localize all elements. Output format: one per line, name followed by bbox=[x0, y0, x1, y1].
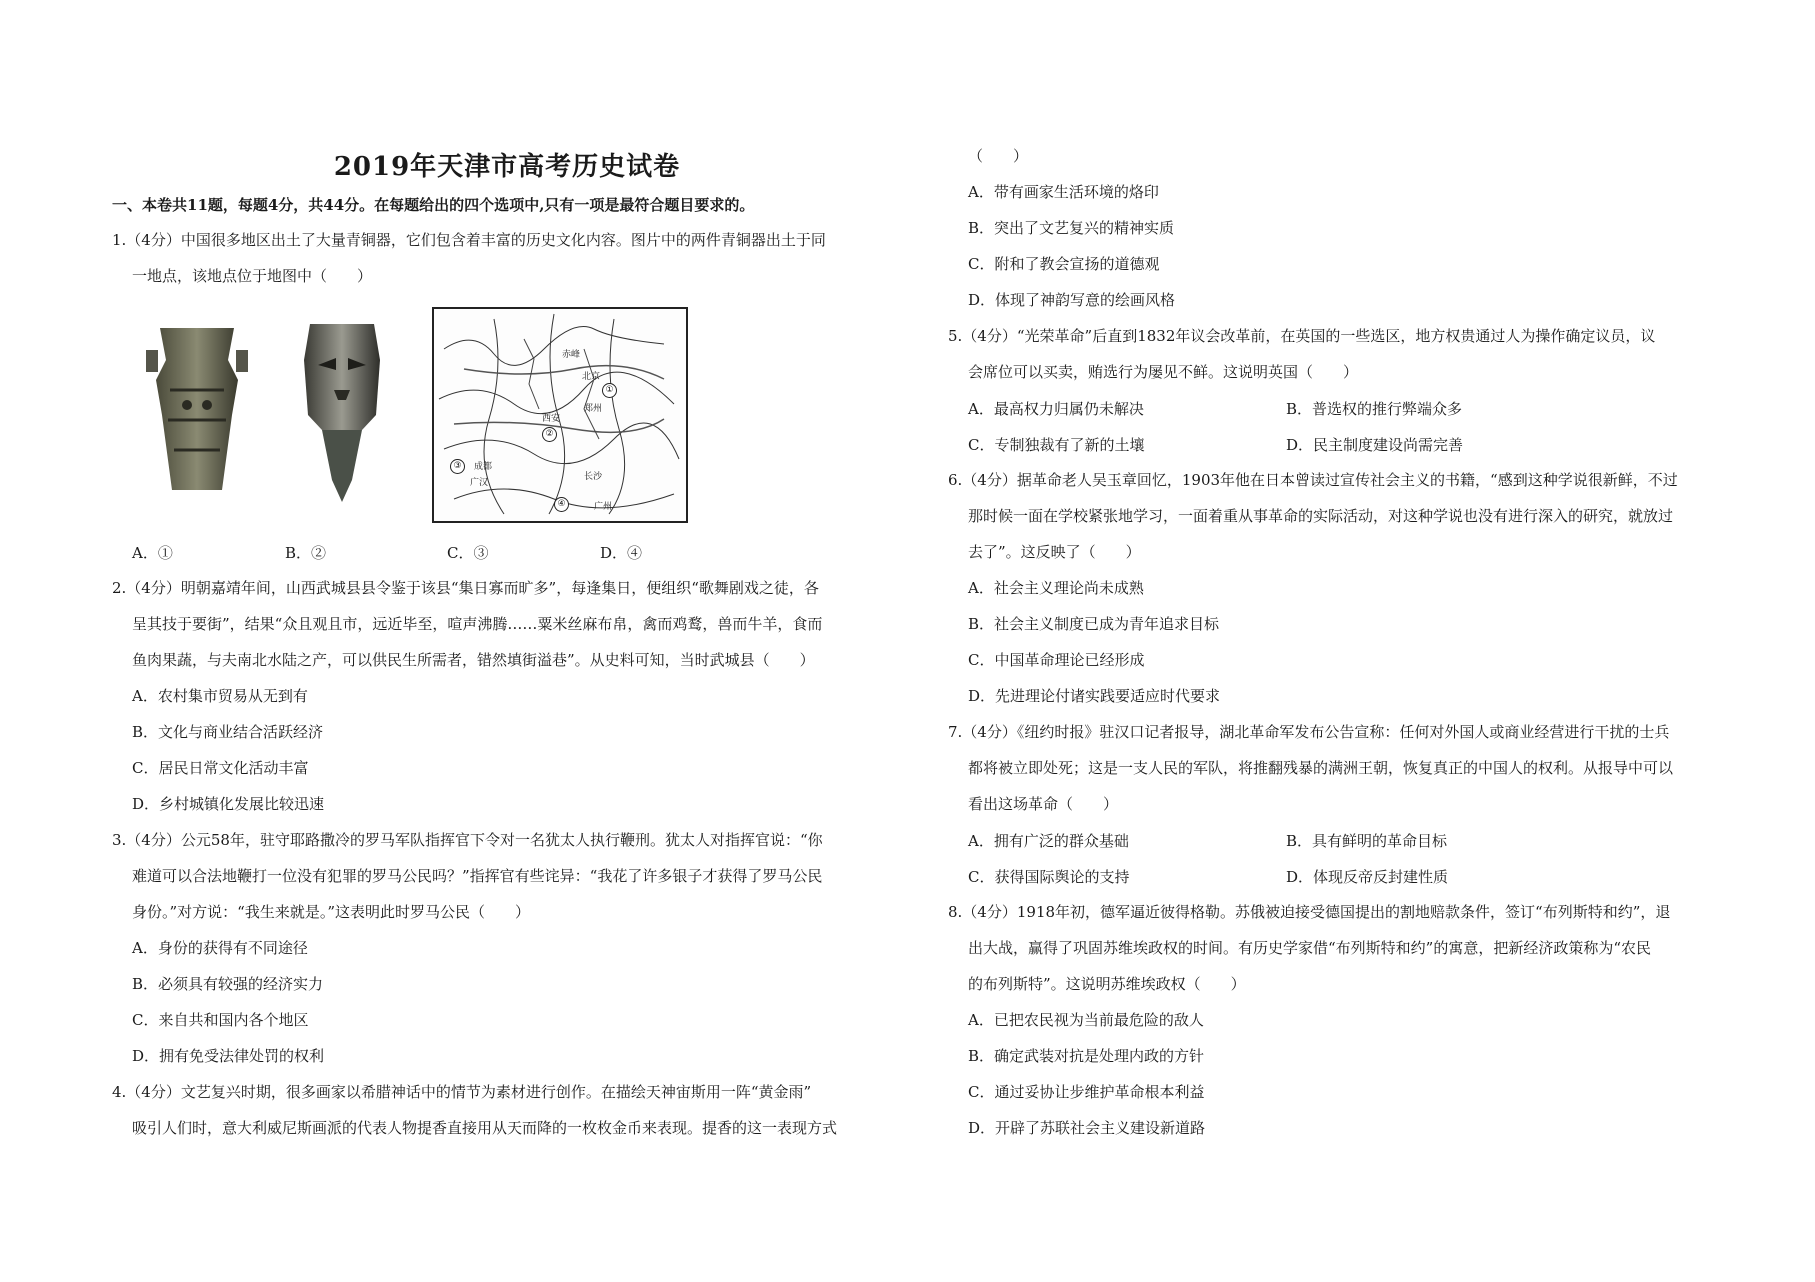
text-line: （ ） bbox=[968, 147, 1029, 165]
bronze-vessel-image bbox=[142, 320, 252, 495]
text-line: 3.（4分）公元58年，驻守耶路撒冷的罗马军队指挥官下令对一名犹太人执行鞭刑。犹太人对指挥官说：“你 bbox=[112, 831, 823, 849]
text-line: 5.（4分）“光荣革命”后直到1832年议会改革前，在英国的一些选区，地方权贵通过人为操作确定议员，议 bbox=[948, 327, 1656, 345]
text-line: 难道可以合法地鞭打一位没有犯罪的罗马公民吗？”指挥官有些诧异：“我花了许多银子才获得了罗马公民 bbox=[132, 867, 823, 885]
text-line: 鱼肉果蔬，与夫南北水陆之产，可以供民生所需者，错然填街溢巷”。从史料可知，当时武城县（ ） bbox=[132, 651, 815, 669]
text-line: 看出这场革命（ ） bbox=[968, 795, 1119, 813]
text-line: A．身份的获得有不同途径 bbox=[132, 939, 308, 957]
map-marker-2: ② bbox=[542, 427, 557, 442]
q7-option-c: C．获得国际舆论的支持 bbox=[968, 868, 1130, 886]
text-line: 去了”。这反映了（ ） bbox=[968, 543, 1141, 561]
text-line: A．农村集市贸易从无到有 bbox=[132, 687, 308, 705]
text-line: 7.（4分）《纽约时报》驻汉口记者报导，湖北革命军发布公告宣称：任何对外国人或商业经营进行干扰的士兵 bbox=[948, 723, 1670, 741]
text-line: 会席位可以买卖，贿选行为屡见不鲜。这说明英国（ ） bbox=[968, 363, 1359, 381]
q1-option-d: D．④ bbox=[600, 544, 643, 562]
text-line: 6.（4分）据革命老人吴玉章回忆，1903年他在日本曾读过宣传社会主义的书籍，“感到这种学说很新鲜，不过 bbox=[948, 471, 1678, 489]
map-label: 北京 bbox=[582, 372, 601, 382]
text-line: A．带有画家生活环境的烙印 bbox=[968, 183, 1159, 201]
q7-option-d: D．体现反帝反封建性质 bbox=[1286, 868, 1449, 886]
text-line: D．拥有免受法律处罚的权利 bbox=[132, 1047, 325, 1065]
map-figure bbox=[432, 307, 688, 523]
text-line: 身份。”对方说：“我生来就是。”这表明此时罗马公民（ ） bbox=[132, 903, 531, 921]
text-line: C．居民日常文化活动丰富 bbox=[132, 759, 309, 777]
text-line: 1.（4分）中国很多地区出土了大量青铜器，它们包含着丰富的历史文化内容。图片中的两件青铜器出土于同 bbox=[112, 231, 826, 249]
text-line: D．体现了神韵写意的绘画风格 bbox=[968, 291, 1176, 309]
map-label: 赤峰 bbox=[562, 350, 581, 360]
text-line: 呈其技于要街”，结果“众且观且市，远近毕至，喧声沸腾……粟米丝麻布帛，禽而鸡鹜，兽而牛羊，食而 bbox=[132, 615, 823, 633]
text-line: 那时候一面在学校紧张地学习，一面着重从事革命的实际活动，对这种学说也没有进行深入的研究，就放过 bbox=[968, 507, 1674, 525]
text-line: B．社会主义制度已成为青年追求目标 bbox=[968, 615, 1220, 633]
q5-option-c: C．专制独裁有了新的土壤 bbox=[968, 436, 1145, 454]
q7-option-b: B．具有鲜明的革命目标 bbox=[1286, 832, 1448, 850]
map-label: 成都 bbox=[474, 462, 493, 472]
text-line: B．突出了文艺复兴的精神实质 bbox=[968, 219, 1175, 237]
section-heading: 一、本卷共11题，每题4分，共44分。在每题给出的四个选项中,只有一项是最符合题目要求的。 bbox=[112, 196, 755, 214]
text-line: D．先进理论付诸实践要适应时代要求 bbox=[968, 687, 1221, 705]
text-line: C．中国革命理论已经形成 bbox=[968, 651, 1145, 669]
map-label: 长沙 bbox=[584, 472, 603, 482]
text-line: 出大战，赢得了巩固苏维埃政权的时间。有历史学家借“布列斯特和约”的寓意，把新经济政策称为“农民 bbox=[968, 939, 1652, 957]
q1-option-b: B．② bbox=[285, 544, 327, 562]
exam-title: 2019年天津市高考历史试卷 bbox=[333, 152, 681, 182]
text-line: 吸引人们时，意大利威尼斯画派的代表人物提香直接用从天而降的一枚枚金币来表现。提香的这一表现方式 bbox=[132, 1119, 838, 1137]
map-label: 广汉 bbox=[470, 478, 489, 488]
q5-option-a: A．最高权力归属仍未解决 bbox=[968, 400, 1144, 418]
q1-figure bbox=[132, 302, 692, 522]
map-marker-3: ③ bbox=[450, 459, 465, 474]
text-line: B．必须具有较强的经济实力 bbox=[132, 975, 324, 993]
text-line: C．来自共和国内各个地区 bbox=[132, 1011, 309, 1029]
q7-option-a: A．拥有广泛的群众基础 bbox=[968, 832, 1129, 850]
text-line: B．确定武装对抗是处理内政的方针 bbox=[968, 1047, 1205, 1065]
text-line: A．社会主义理论尚未成熟 bbox=[968, 579, 1144, 597]
map-marker-1: ① bbox=[602, 383, 617, 398]
text-line: 都将被立即处死；这是一支人民的军队，将推翻残暴的满洲王朝，恢复真正的中国人的权利。从报导中可以 bbox=[968, 759, 1674, 777]
map-label: 郑州 bbox=[584, 404, 603, 414]
text-line: D．开辟了苏联社会主义建设新道路 bbox=[968, 1119, 1206, 1137]
text-line: 的布列斯特”。这说明苏维埃政权（ ） bbox=[968, 975, 1246, 993]
q5-option-d: D．民主制度建设尚需完善 bbox=[1286, 436, 1464, 454]
text-line: 8.（4分）1918年初，德军逼近彼得格勒。苏俄被迫接受德国提出的割地赔款条件，签订“布列斯特和约”，退 bbox=[948, 903, 1671, 921]
map-label: 西安 bbox=[542, 414, 561, 424]
text-line: 一地点，该地点位于地图中（ ） bbox=[132, 267, 373, 285]
text-line: C．附和了教会宣扬的道德观 bbox=[968, 255, 1160, 273]
text-line: A．已把农民视为当前最危险的敌人 bbox=[968, 1011, 1204, 1029]
q1-option-a: A．① bbox=[132, 544, 173, 562]
text-line: C．通过妥协让步维护革命根本利益 bbox=[968, 1083, 1205, 1101]
text-line: 2.（4分）明朝嘉靖年间，山西武城县县令鉴于该县“集日寡而旷多”，每逢集日，便组织“歌舞剧戏之徒，各 bbox=[112, 579, 819, 597]
text-line: B．文化与商业结合活跃经济 bbox=[132, 723, 324, 741]
map-label: 广州 bbox=[594, 502, 613, 512]
text-line: D．乡村城镇化发展比较迅速 bbox=[132, 795, 325, 813]
map-marker-4: ④ bbox=[554, 497, 569, 512]
q5-option-b: B．普选权的推行弊端众多 bbox=[1286, 400, 1463, 418]
q1-option-c: C．③ bbox=[447, 544, 489, 562]
text-line: 4.（4分）文艺复兴时期，很多画家以希腊神话中的情节为素材进行创作。在描绘天神宙斯用一阵“黄金雨” bbox=[112, 1083, 812, 1101]
bronze-mask-image bbox=[292, 320, 392, 505]
